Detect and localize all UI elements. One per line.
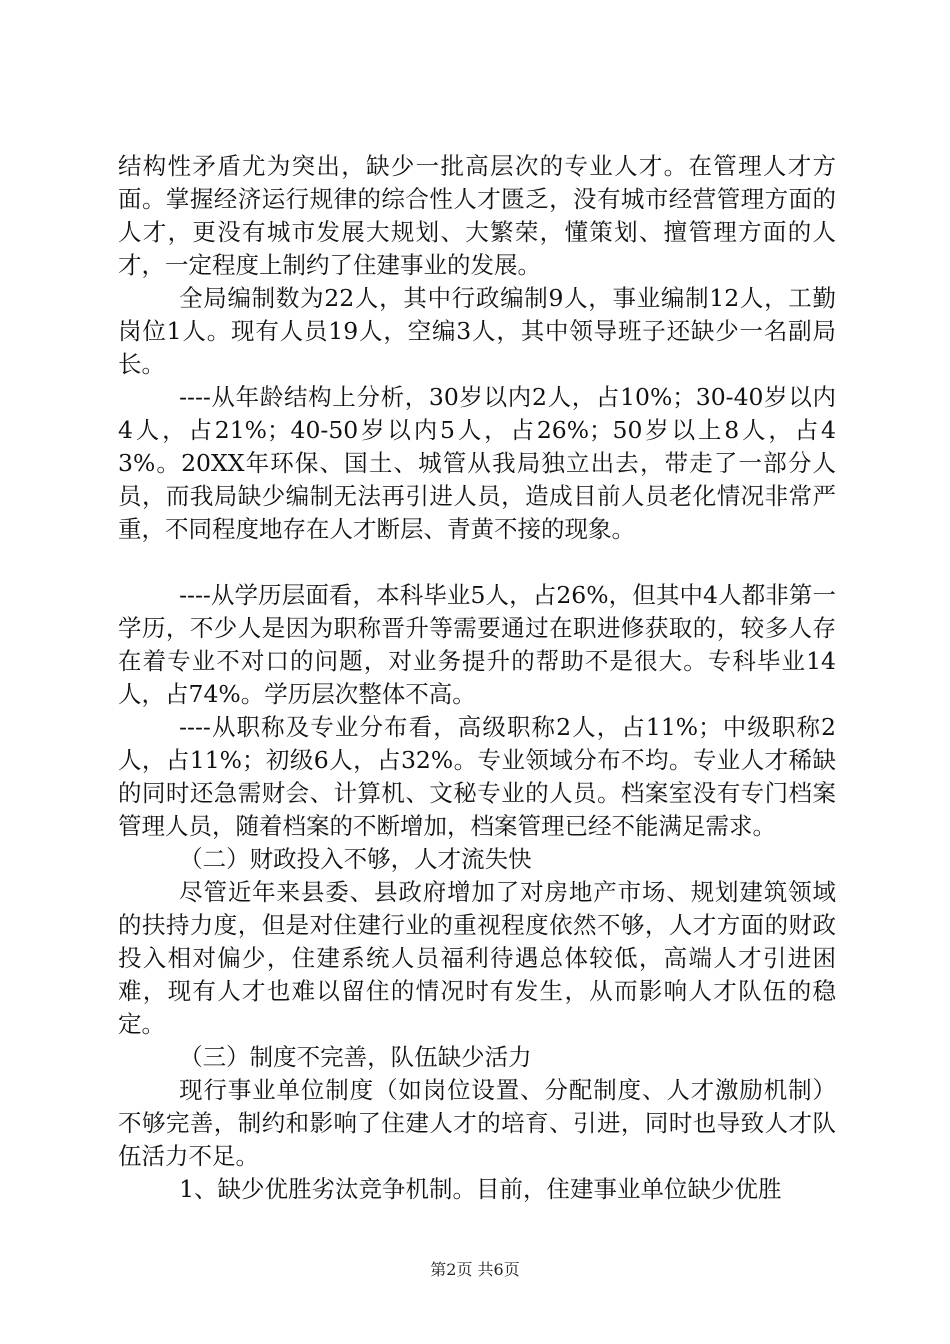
paragraph-titles: ----从职称及专业分布看，高级职称2人，占11%；中级职称2人，占11%；初级6人，占32%。专业领域分布不均。专业人才稀缺的同时还急需财会、计算机、文秘专业的人员。档案室没有专门档案管理人员，随着档案的不断增加，档案管理已经不能满足需求。 xyxy=(118,713,836,840)
paragraph-competition: 1、缺少优胜劣汰竞争机制。目前，住建事业单位缺少优胜 xyxy=(179,1175,782,1203)
document-body xyxy=(118,150,836,1206)
paragraph-age-structure: ----从年龄结构上分析，30岁以内2人，占10%；30-40岁以内4人，占21%；40-50岁以内5人，占26%；50岁以上8人，占43%。20XX年环保、国土、城管从我局独立出去，带走了一部分人员，而我局缺少编制无法再引进人员，造成目前人员老化情况非常严重，不同程度地存在人才断层、青黄不接的现象。 xyxy=(118,383,836,543)
paragraph-staffing: 全局编制数为22人，其中行政编制9人，事业编制12人，工勤岗位1人。现有人员19人，空编3人，其中领导班子还缺少一名副局长。 xyxy=(118,284,836,378)
page-number-footer: 第2页 共6页 xyxy=(430,1260,520,1279)
paragraph-finance: 尽管近年来县委、县政府增加了对房地产市场、规划建筑领域的扶持力度，但是对住建行业的重视程度依然不够，人才方面的财政投入相对偏少，住建系统人员福利待遇总体较低，高端人才引进困难，现有人才也难以留住的情况时有发生，从而影响人才队伍的稳定。 xyxy=(118,878,836,1038)
paragraph-system: 现行事业单位制度（如岗位设置、分配制度、人才激励机制）不够完善，制约和影响了住建人才的培育、引进，同时也导致人才队伍活力不足。 xyxy=(118,1076,836,1170)
paragraph-talent-structure: 结构性矛盾尤为突出，缺少一批高层次的专业人才。在管理人才方面。掌握经济运行规律的综合性人才匮乏，没有城市经营管理方面的人才，更没有城市发展大规划、大繁荣，懂策划、擅管理方面的人才，一定程度上制约了住建事业的发展。 xyxy=(118,152,836,279)
paragraph-education: ----从学历层面看，本科毕业5人，占26%，但其中4人都非第一学历，不少人是因为职称晋升等需要通过在职进修获取的，较多人存在着专业不对口的问题，对业务提升的帮助不是很大。专科毕业14人，占74%。学历层次整体不高。 xyxy=(118,581,836,708)
section-heading-system: （三）制度不完善，队伍缺少活力 xyxy=(179,1043,532,1071)
section-heading-finance: （二）财政投入不够，人才流失快 xyxy=(179,845,532,873)
